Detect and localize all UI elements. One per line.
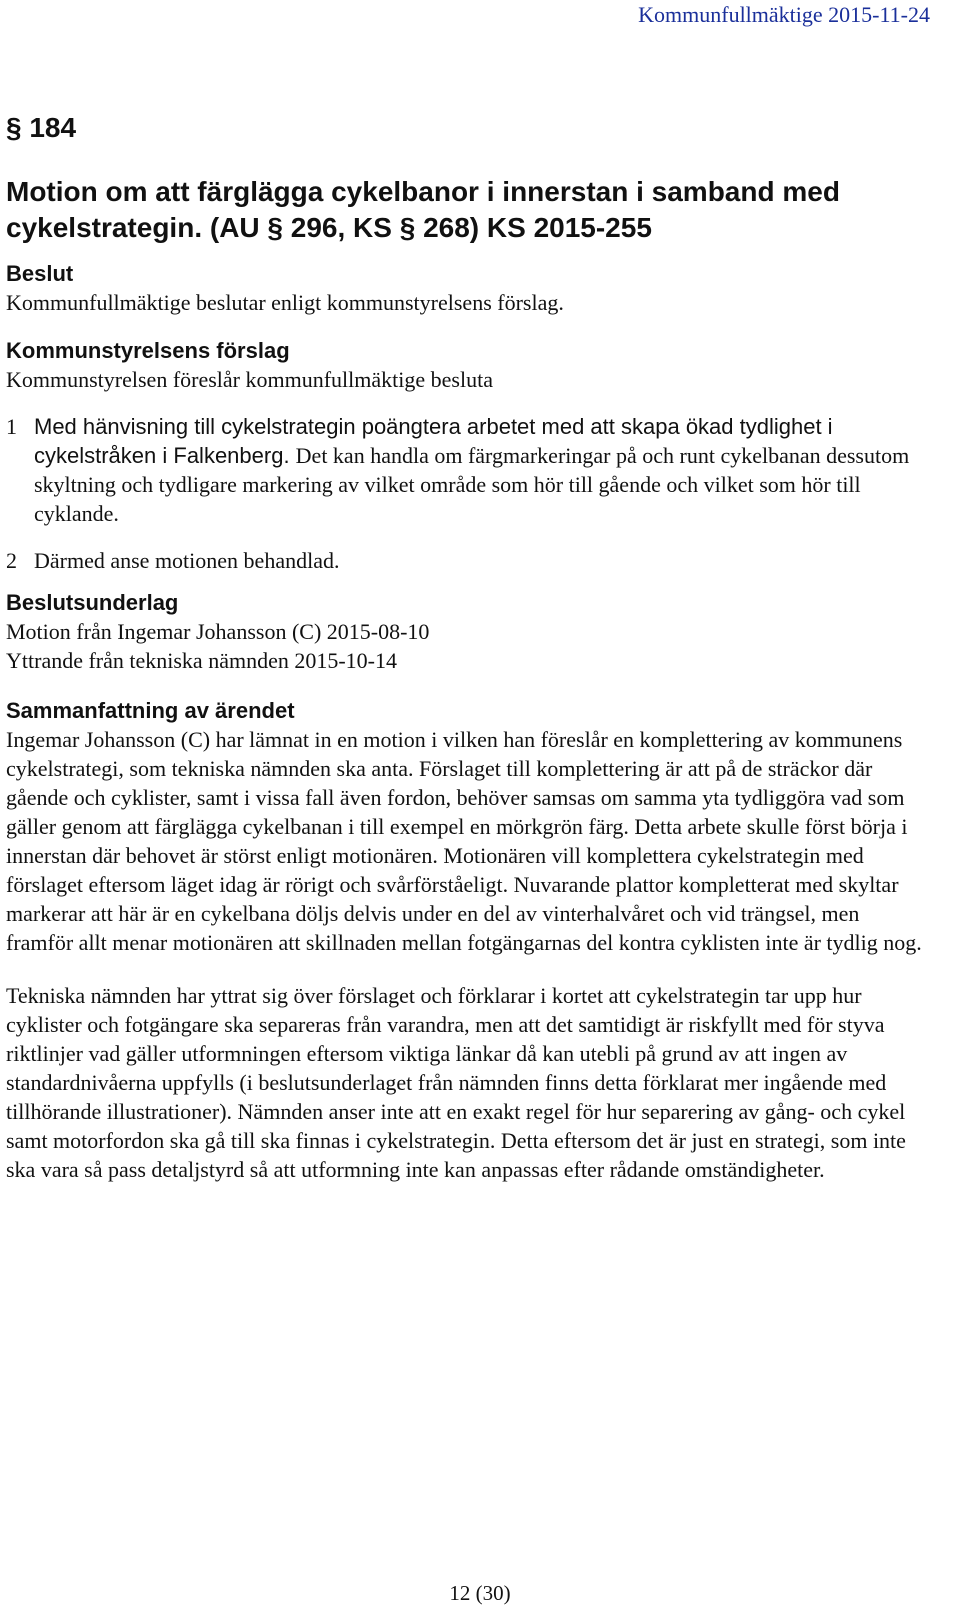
- beslutsunderlag-line-2: Yttrande från tekniska nämnden 2015-10-14: [6, 648, 397, 673]
- ks-forslag-intro: Kommunstyrelsen föreslår kommunfullmäktige besluta: [6, 367, 493, 392]
- document-body: [6, 110, 930, 1184]
- motion-title-line-2: cykelstrategin. (AU § 296, KS § 268) KS 2015-255: [6, 212, 652, 243]
- page-header: Kommunfullmäktige 2015-11-24: [638, 2, 930, 27]
- proposal-item-text: [34, 546, 930, 575]
- motion-title: [6, 174, 930, 246]
- proposal-item-rest: Det kan handla om färgmarkeringar på och runt cykelbanan dessutom skyltning och tydligare markering av vilket område som hör till gående och vilket som hör till cyklande.: [34, 443, 910, 526]
- beslutsunderlag-heading: Beslutsunderlag: [6, 590, 179, 615]
- proposal-item-1: [6, 412, 930, 528]
- beslut-text: Kommunfullmäktige beslutar enligt kommunstyrelsens förslag.: [6, 290, 564, 315]
- sammanfattning-paragraph-2: Tekniska nämnden har yttrat sig över förslaget och förklarar i kortet att cykelstrategin tar upp hur cyklister och fotgängare ska separeras från varandra, men att det samtidigt är riskfyllt med för styva riktlinjer vad gäller utformningen eftersom viktiga länkar då kan utebli på grund av att ingen av standardnivåerna uppfylls (i beslutsunderlaget från nämnden finns detta förklarat mer ingående med tillhörande illustrationer). Nämnden anser inte att en exakt regel för hur separering av gång- och cykel samt motorfordon ska gå till ska finnas i cykelstrategin. Detta eftersom det är just en strategi, som inte ska vara så pass detaljstyrd så att utformning inte kan anpassas efter rådande omständigheter.: [6, 983, 906, 1182]
- paragraph-number-value: 184: [29, 112, 77, 143]
- section-symbol: §: [6, 112, 22, 143]
- page-number: 12 (30): [449, 1581, 511, 1605]
- proposal-item-number: 1: [6, 414, 17, 439]
- sammanfattning-paragraph-1: Ingemar Johansson (C) har lämnat in en motion i vilken han föreslår en komplettering av kommunens cykelstrategi, som tekniska nämnden ska anta. Förslaget till komplettering är att på de sträckor där gående och cyklister, samt i vissa fall även fordon, behöver samsas om samma yta tydliggöra vad som gäller genom att färglägga cykelbanan i till exempel en mörkgrön färg. Detta arbete skulle först börja i innerstan där behovet är störst enligt motionären. Motionären vill komplettera cykelstrategin med förslaget eftersom läget idag är rörigt och svårförståeligt. Nuvarande plattor kompletterat med skyltar markerar att här är en cykelbana döljs delvis under en del av vinterhalvåret och vid trängsel, men framför allt menar motionären att skillnaden mellan fotgängarnas del kontra cyklisten inte är tydlig nog.: [6, 727, 922, 955]
- beslut-heading: Beslut: [6, 261, 74, 286]
- proposal-item-text: [34, 412, 930, 528]
- proposal-item-rest: Därmed anse motionen behandlad.: [34, 548, 340, 573]
- ks-forslag-heading: Kommunstyrelsens förslag: [6, 338, 290, 363]
- paragraph-number: [6, 110, 930, 146]
- proposal-item-lead: Med hänvisning till cykelstrategin poängtera arbetet med att skapa ökad tydlighet i cykelstråken i Falkenberg.: [34, 414, 833, 468]
- sammanfattning-heading: Sammanfattning av ärendet: [6, 698, 295, 723]
- motion-title-line-1: Motion om att färglägga cykelbanor i innerstan i samband med: [6, 176, 840, 207]
- proposal-item-number: 2: [6, 548, 17, 573]
- proposal-item-2: [6, 546, 930, 575]
- beslutsunderlag-line-1: Motion från Ingemar Johansson (C) 2015-08-10: [6, 619, 430, 644]
